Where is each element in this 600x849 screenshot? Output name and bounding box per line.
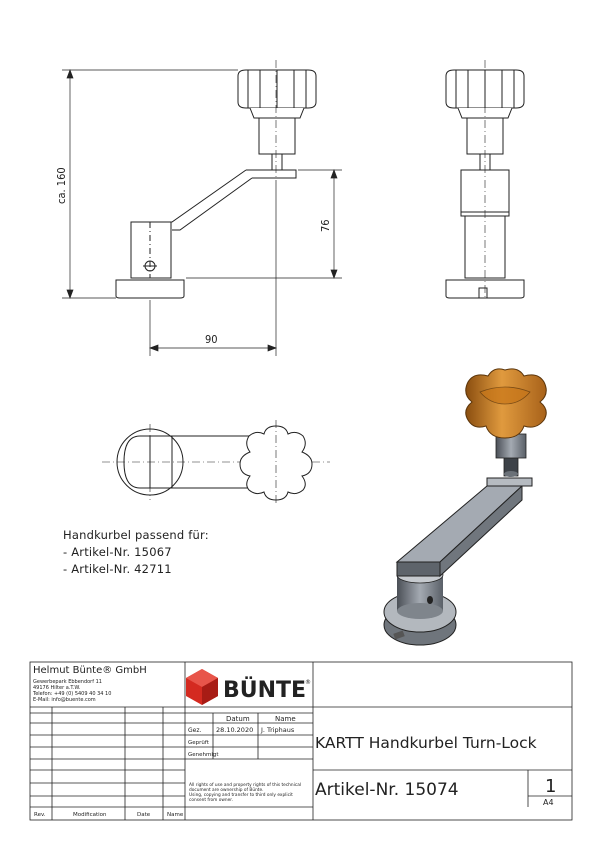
buente-logo: [186, 669, 311, 705]
row-gez: Gez.: [188, 727, 202, 734]
rights-notice: document are ownership of Bünte.: [189, 788, 264, 793]
col-datum: Datum: [226, 715, 250, 723]
address-line: E-Mail: info@buente.com: [33, 697, 96, 703]
rev-label: Name: [167, 812, 184, 818]
rev-label: Rev.: [34, 812, 46, 818]
rev-label: Modification: [73, 812, 107, 818]
front-view: [116, 60, 316, 298]
address-line: 49176 Hilter a.T.W.: [33, 685, 81, 691]
notes-heading: Handkurbel passend für:: [63, 528, 209, 542]
compatibility-notes: [63, 527, 209, 578]
rev-label: Date: [137, 812, 151, 818]
notes-item: - Artikel-Nr. 42711: [63, 562, 172, 576]
address-line: Gewerbepark Ebbendorf 11: [33, 679, 102, 685]
row-genehmigt: Genehmigt: [188, 752, 219, 758]
row-gez-date: 28.10.2020: [216, 726, 254, 734]
rights-notice: All rights of use and property rights of this technical: [189, 783, 302, 788]
col-name: Name: [275, 715, 296, 723]
dim-overall-height: ca. 160: [55, 167, 68, 204]
logo-text: BÜNTE: [223, 678, 307, 703]
sheet-number: 1: [545, 776, 557, 797]
address-line: Telefon: +49 (0) 5409 40 34 10: [33, 691, 112, 697]
drawing-title: KARTT Handkurbel Turn-Lock: [315, 734, 537, 752]
top-view: [102, 420, 330, 506]
rights-notice: Using, copying and transfer to third only explicit: [189, 793, 293, 798]
row-gez-name: J. Triphaus: [261, 726, 295, 734]
rights-notice: consent from owner.: [189, 798, 233, 803]
notes-item: - Artikel-Nr. 15067: [63, 545, 172, 559]
row-geprueft: Geprüft: [188, 740, 209, 746]
dim-width: 90: [205, 333, 218, 346]
logo-registered: ®: [305, 679, 311, 686]
iso-view: [384, 369, 546, 645]
paper-format: A4: [543, 798, 554, 807]
article-number: Artikel-Nr. 15074: [315, 780, 459, 800]
company-name: Helmut Bünte® GmbH: [33, 665, 147, 676]
dim-lower-height: 76: [319, 219, 332, 232]
side-view: [446, 60, 524, 300]
